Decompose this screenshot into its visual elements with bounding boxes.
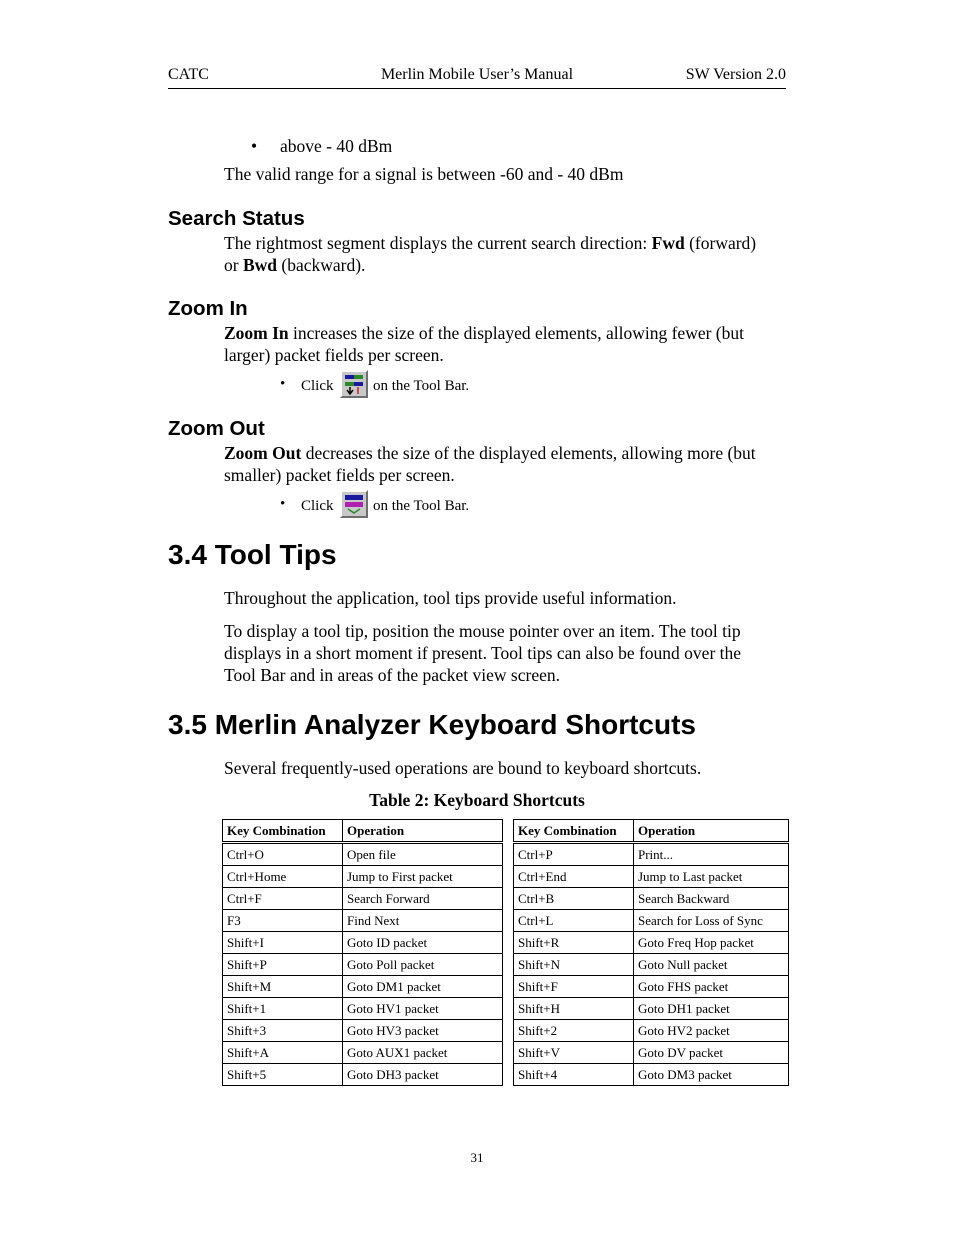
zoom-in-icon[interactable] <box>340 370 368 398</box>
table-row <box>223 910 503 932</box>
key-combination-cell: Shift+V <box>514 1042 634 1064</box>
bwd-term: Bwd <box>242 255 277 275</box>
shortcuts-heading: 3.5 Merlin Analyzer Keyboard Shortcuts <box>168 709 696 740</box>
operation-cell: Search Backward <box>634 888 789 910</box>
table-row <box>223 1042 503 1064</box>
zoom-out-after: on the Tool Bar. <box>373 498 470 514</box>
table-row <box>514 998 789 1020</box>
operation-cell: Goto DV packet <box>634 1042 789 1064</box>
table-row <box>223 932 503 954</box>
shortcuts-table-right <box>513 819 789 1086</box>
key-combination-cell: Ctrl+Home <box>223 866 343 888</box>
operation-cell: Goto DH3 packet <box>343 1064 503 1086</box>
zoom-in-heading: Zoom In <box>168 297 248 320</box>
table-caption: Table 2: Keyboard Shortcuts <box>369 790 585 810</box>
zoom-out-click: Click <box>301 498 334 514</box>
bullet-text: above - 40 dBm <box>280 136 393 156</box>
key-combination-cell: Ctrl+F <box>223 888 343 910</box>
fwd-term: Fwd <box>651 233 685 253</box>
shortcuts-table-left <box>222 819 503 1086</box>
zoom-out-icon-glyph <box>342 492 366 516</box>
table-row <box>223 954 503 976</box>
key-combination-cell: Ctrl+B <box>514 888 634 910</box>
key-combination-cell: Shift+4 <box>514 1064 634 1086</box>
key-combination-cell: Shift+P <box>223 954 343 976</box>
operation-cell: Goto DM3 packet <box>634 1064 789 1086</box>
tool-tips-p2-line1: To display a tool tip, position the mouse pointer over an item. The tool tip <box>224 621 741 641</box>
operation-cell: Open file <box>343 843 503 866</box>
header-title: Merlin Mobile User’s Manual <box>380 66 574 83</box>
operation-cell: Goto HV2 packet <box>634 1020 789 1042</box>
table-row <box>223 1020 503 1042</box>
zoom-in-icon-glyph <box>342 372 366 396</box>
key-combination-cell: Ctrl+P <box>514 843 634 866</box>
column-header-key: Key Combination <box>514 820 634 843</box>
column-header-operation: Operation <box>634 820 789 843</box>
key-combination-cell: Ctrl+O <box>223 843 343 866</box>
zoom-in-line1 <box>224 322 744 344</box>
table-row <box>514 954 789 976</box>
zoom-in-term: Zoom In <box>224 323 289 343</box>
operation-cell: Goto AUX1 packet <box>343 1042 503 1064</box>
operation-cell: Jump to First packet <box>343 866 503 888</box>
key-combination-cell: Ctrl+L <box>514 910 634 932</box>
search-status-line2 <box>224 254 365 276</box>
operation-cell: Goto DM1 packet <box>343 976 503 998</box>
zoom-out-icon[interactable] <box>340 490 368 518</box>
zoom-in-click: Click <box>301 378 334 394</box>
key-combination-cell: Shift+I <box>223 932 343 954</box>
table-row <box>514 910 789 932</box>
header-left: CATC <box>168 66 209 83</box>
tool-tips-heading: 3.4 Tool Tips <box>168 539 337 570</box>
table-header-row <box>514 820 789 843</box>
tool-tips-p2-line3: Tool Bar and in areas of the packet view screen. <box>224 665 560 685</box>
key-combination-cell: Shift+2 <box>514 1020 634 1042</box>
table-row <box>514 976 789 998</box>
search-status-text: (backward). <box>277 255 366 275</box>
zoom-out-line2: smaller) packet fields per screen. <box>224 465 455 485</box>
zoom-out-heading: Zoom Out <box>168 417 265 440</box>
operation-cell: Goto Null packet <box>634 954 789 976</box>
operation-cell: Goto ID packet <box>343 932 503 954</box>
table-row <box>223 976 503 998</box>
operation-cell: Find Next <box>343 910 503 932</box>
operation-cell: Print... <box>634 843 789 866</box>
table-row <box>223 843 503 866</box>
table-header-row <box>223 820 503 843</box>
table-row <box>223 866 503 888</box>
table-row <box>223 998 503 1020</box>
column-header-key: Key Combination <box>223 820 343 843</box>
shortcuts-intro: Several frequently-used operations are bound to keyboard shortcuts. <box>224 758 702 778</box>
search-status-text: (forward) <box>684 233 757 253</box>
table-row <box>514 1064 789 1086</box>
page-number: 31 <box>470 1150 484 1165</box>
table-row <box>514 866 789 888</box>
zoom-out-text: decreases the size of the displayed elements, allowing more (but <box>301 443 756 463</box>
key-combination-cell: Shift+M <box>223 976 343 998</box>
zoom-out-term: Zoom Out <box>224 443 302 463</box>
search-status-text: The rightmost segment displays the current search direction: <box>224 233 652 253</box>
tool-tips-p1: Throughout the application, tool tips provide useful information. <box>224 588 677 608</box>
operation-cell: Jump to Last packet <box>634 866 789 888</box>
table-row <box>514 888 789 910</box>
zoom-in-line2: larger) packet fields per screen. <box>224 345 444 365</box>
bullet-marker: • <box>251 136 258 156</box>
bullet-marker: • <box>280 376 286 392</box>
table-row <box>514 1042 789 1064</box>
table-row <box>223 1064 503 1086</box>
operation-cell: Goto DH1 packet <box>634 998 789 1020</box>
zoom-out-line1 <box>224 442 756 464</box>
page-header <box>168 66 786 89</box>
operation-cell: Goto Freq Hop packet <box>634 932 789 954</box>
table-row <box>514 932 789 954</box>
search-status-text: or <box>224 255 243 275</box>
column-header-operation: Operation <box>343 820 503 843</box>
tool-tips-p2-line2: displays in a short moment if present. Tool tips can also be found over the <box>224 643 742 663</box>
bullet-marker: • <box>280 496 286 512</box>
key-combination-cell: Ctrl+End <box>514 866 634 888</box>
operation-cell: Goto HV3 packet <box>343 1020 503 1042</box>
zoom-in-text: increases the size of the displayed elements, allowing fewer (but <box>288 323 744 343</box>
key-combination-cell: Shift+R <box>514 932 634 954</box>
key-combination-cell: Shift+F <box>514 976 634 998</box>
key-combination-cell: F3 <box>223 910 343 932</box>
table-row <box>514 843 789 866</box>
operation-cell: Goto Poll packet <box>343 954 503 976</box>
table-row <box>514 1020 789 1042</box>
key-combination-cell: Shift+5 <box>223 1064 343 1086</box>
range-text: The valid range for a signal is between -60 and - 40 dBm <box>224 164 624 184</box>
search-status-line1 <box>224 232 786 254</box>
operation-cell: Search Forward <box>343 888 503 910</box>
table-row <box>223 888 503 910</box>
header-version: SW Version 2.0 <box>685 66 786 83</box>
zoom-in-after: on the Tool Bar. <box>373 378 470 394</box>
search-status-heading: Search Status <box>168 207 305 230</box>
key-combination-cell: Shift+A <box>223 1042 343 1064</box>
key-combination-cell: Shift+3 <box>223 1020 343 1042</box>
operation-cell: Search for Loss of Sync <box>634 910 789 932</box>
operation-cell: Goto HV1 packet <box>343 998 503 1020</box>
key-combination-cell: Shift+N <box>514 954 634 976</box>
key-combination-cell: Shift+H <box>514 998 634 1020</box>
key-combination-cell: Shift+1 <box>223 998 343 1020</box>
operation-cell: Goto FHS packet <box>634 976 789 998</box>
